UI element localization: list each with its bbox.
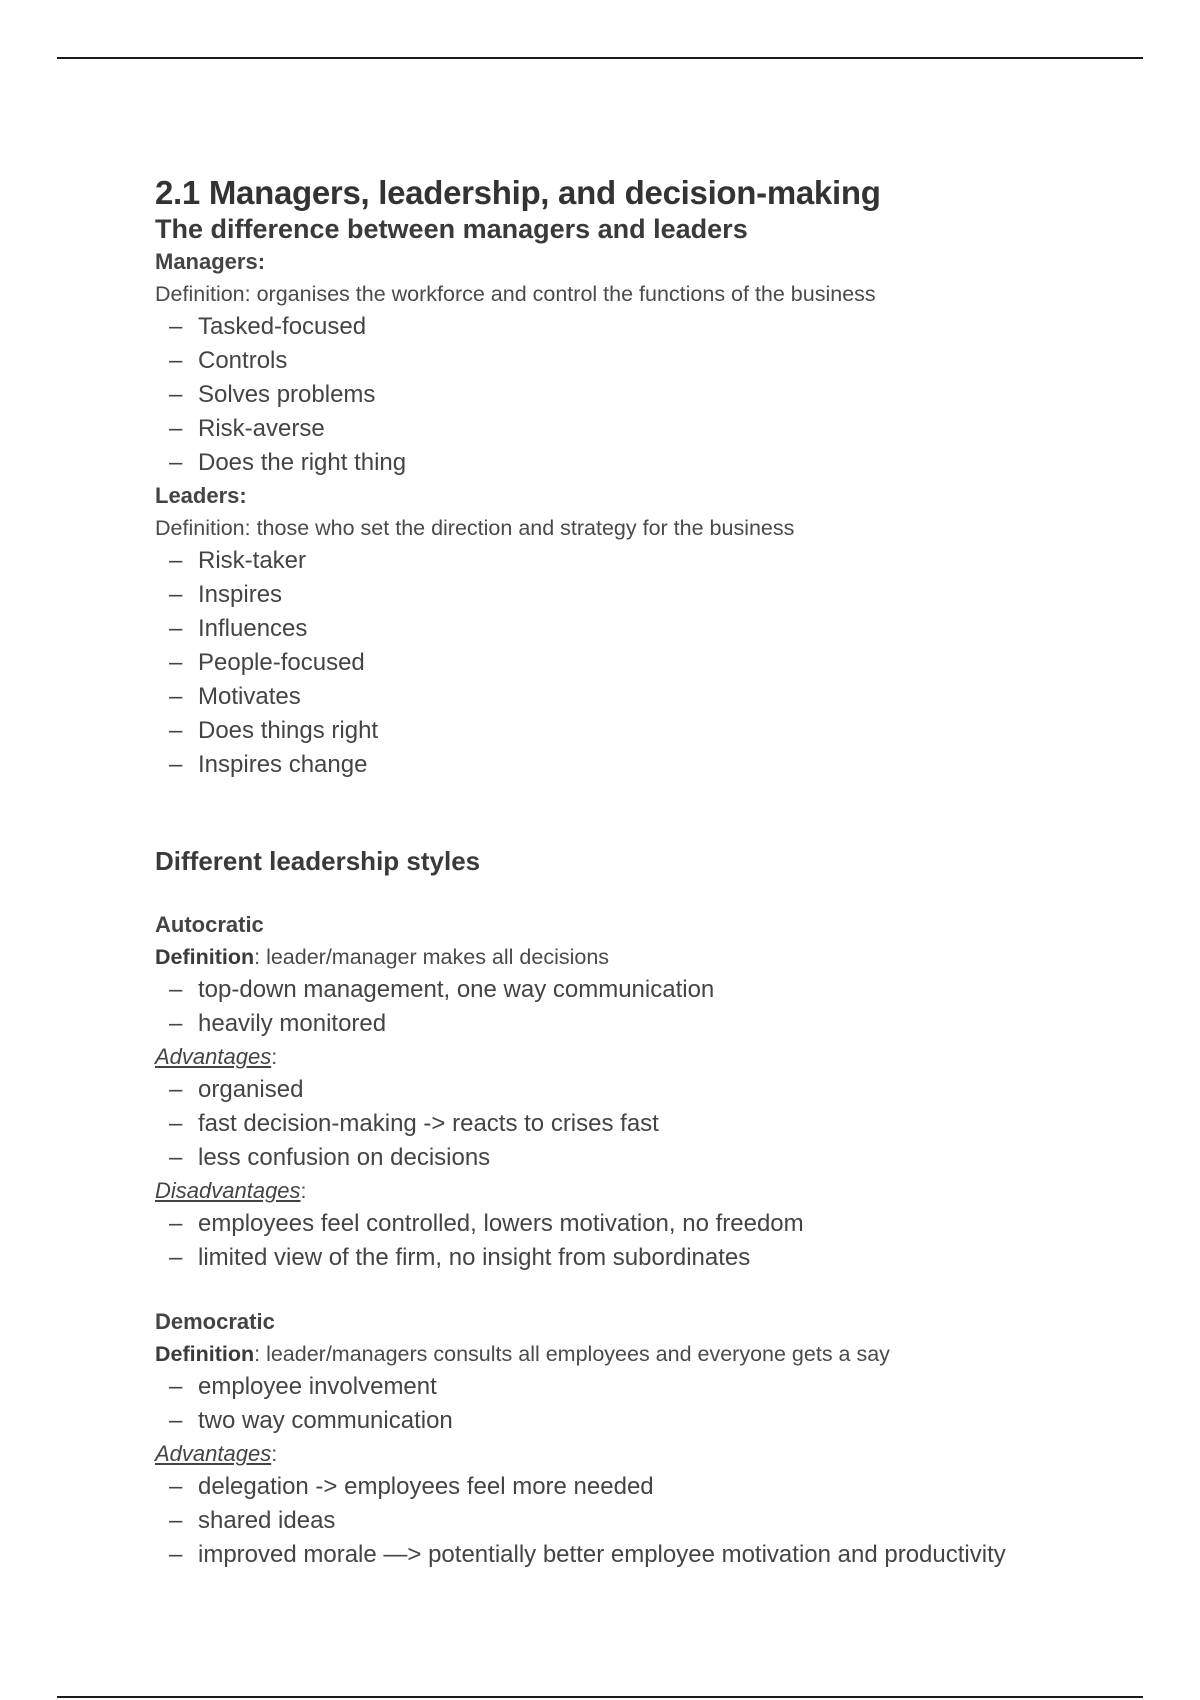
list-item: – Controls <box>155 344 1055 378</box>
autocratic-definition <box>155 941 1055 973</box>
list-item: – Tasked-focused <box>155 310 1055 344</box>
list-item: – Risk-averse <box>155 412 1055 446</box>
list-item: – two way communication <box>155 1404 1055 1438</box>
autocratic-advantages-heading <box>155 1041 1055 1073</box>
autocratic-point-list <box>155 973 1055 1041</box>
top-rule <box>57 57 1143 59</box>
democratic-point-list <box>155 1370 1055 1438</box>
list-item: – fast decision-making -> reacts to crises fast <box>155 1107 1055 1141</box>
section-heading-managers-vs-leaders: The difference between managers and leaders <box>155 214 748 244</box>
autocratic-disadvantages-heading <box>155 1175 1055 1207</box>
managers-trait-list <box>155 310 1055 480</box>
autocratic-advantages-list <box>155 1073 1055 1175</box>
democratic-advantages-list <box>155 1470 1055 1572</box>
definition-text: : leader/manager makes all decisions <box>254 945 610 969</box>
managers-definition: Definition: organises the workforce and control the functions of the business <box>155 282 876 306</box>
bottom-rule <box>57 1696 1143 1698</box>
list-item: – Motivates <box>155 680 1055 714</box>
list-item: – top-down management, one way communication <box>155 973 1055 1007</box>
list-item: – shared ideas <box>155 1504 1055 1538</box>
democratic-heading: Democratic <box>155 1309 275 1334</box>
list-item: – employee involvement <box>155 1370 1055 1404</box>
list-item: – Does the right thing <box>155 446 1055 480</box>
list-item: – organised <box>155 1073 1055 1107</box>
managers-label: Managers: <box>155 249 266 274</box>
list-item: – People-focused <box>155 646 1055 680</box>
list-item: – delegation -> employees feel more needed <box>155 1470 1055 1504</box>
list-item: – less confusion on decisions <box>155 1141 1055 1175</box>
list-item: – Inspires <box>155 578 1055 612</box>
list-item: – employees feel controlled, lowers motivation, no freedom <box>155 1207 1055 1241</box>
section-heading-leadership-styles: Different leadership styles <box>155 846 481 876</box>
advantages-label: Advantages <box>155 1044 272 1069</box>
definition-text: : leader/managers consults all employees and everyone gets a say <box>254 1342 890 1366</box>
list-item: – limited view of the firm, no insight from subordinates <box>155 1241 1055 1275</box>
document-body <box>155 172 1055 1572</box>
page-title: 2.1 Managers, leadership, and decision-making <box>155 174 881 211</box>
definition-label: Definition <box>155 1342 255 1366</box>
democratic-definition <box>155 1338 1055 1370</box>
colon: : <box>271 1045 278 1069</box>
autocratic-heading: Autocratic <box>155 912 264 937</box>
democratic-advantages-heading <box>155 1438 1055 1470</box>
leaders-definition: Definition: those who set the direction and strategy for the business <box>155 516 795 540</box>
leaders-label: Leaders: <box>155 483 247 508</box>
list-item: – Influences <box>155 612 1055 646</box>
list-item: – Risk-taker <box>155 544 1055 578</box>
advantages-label: Advantages <box>155 1441 272 1466</box>
leaders-trait-list <box>155 544 1055 782</box>
definition-label: Definition <box>155 945 255 969</box>
disadvantages-label: Disadvantages <box>155 1178 301 1203</box>
autocratic-disadvantages-list <box>155 1207 1055 1275</box>
colon: : <box>300 1179 307 1203</box>
colon: : <box>271 1442 278 1466</box>
list-item: – heavily monitored <box>155 1007 1055 1041</box>
list-item: – Solves problems <box>155 378 1055 412</box>
list-item: – improved morale —> potentially better employee motivation and productivity <box>155 1538 1055 1572</box>
list-item: – Does things right <box>155 714 1055 748</box>
list-item: – Inspires change <box>155 748 1055 782</box>
